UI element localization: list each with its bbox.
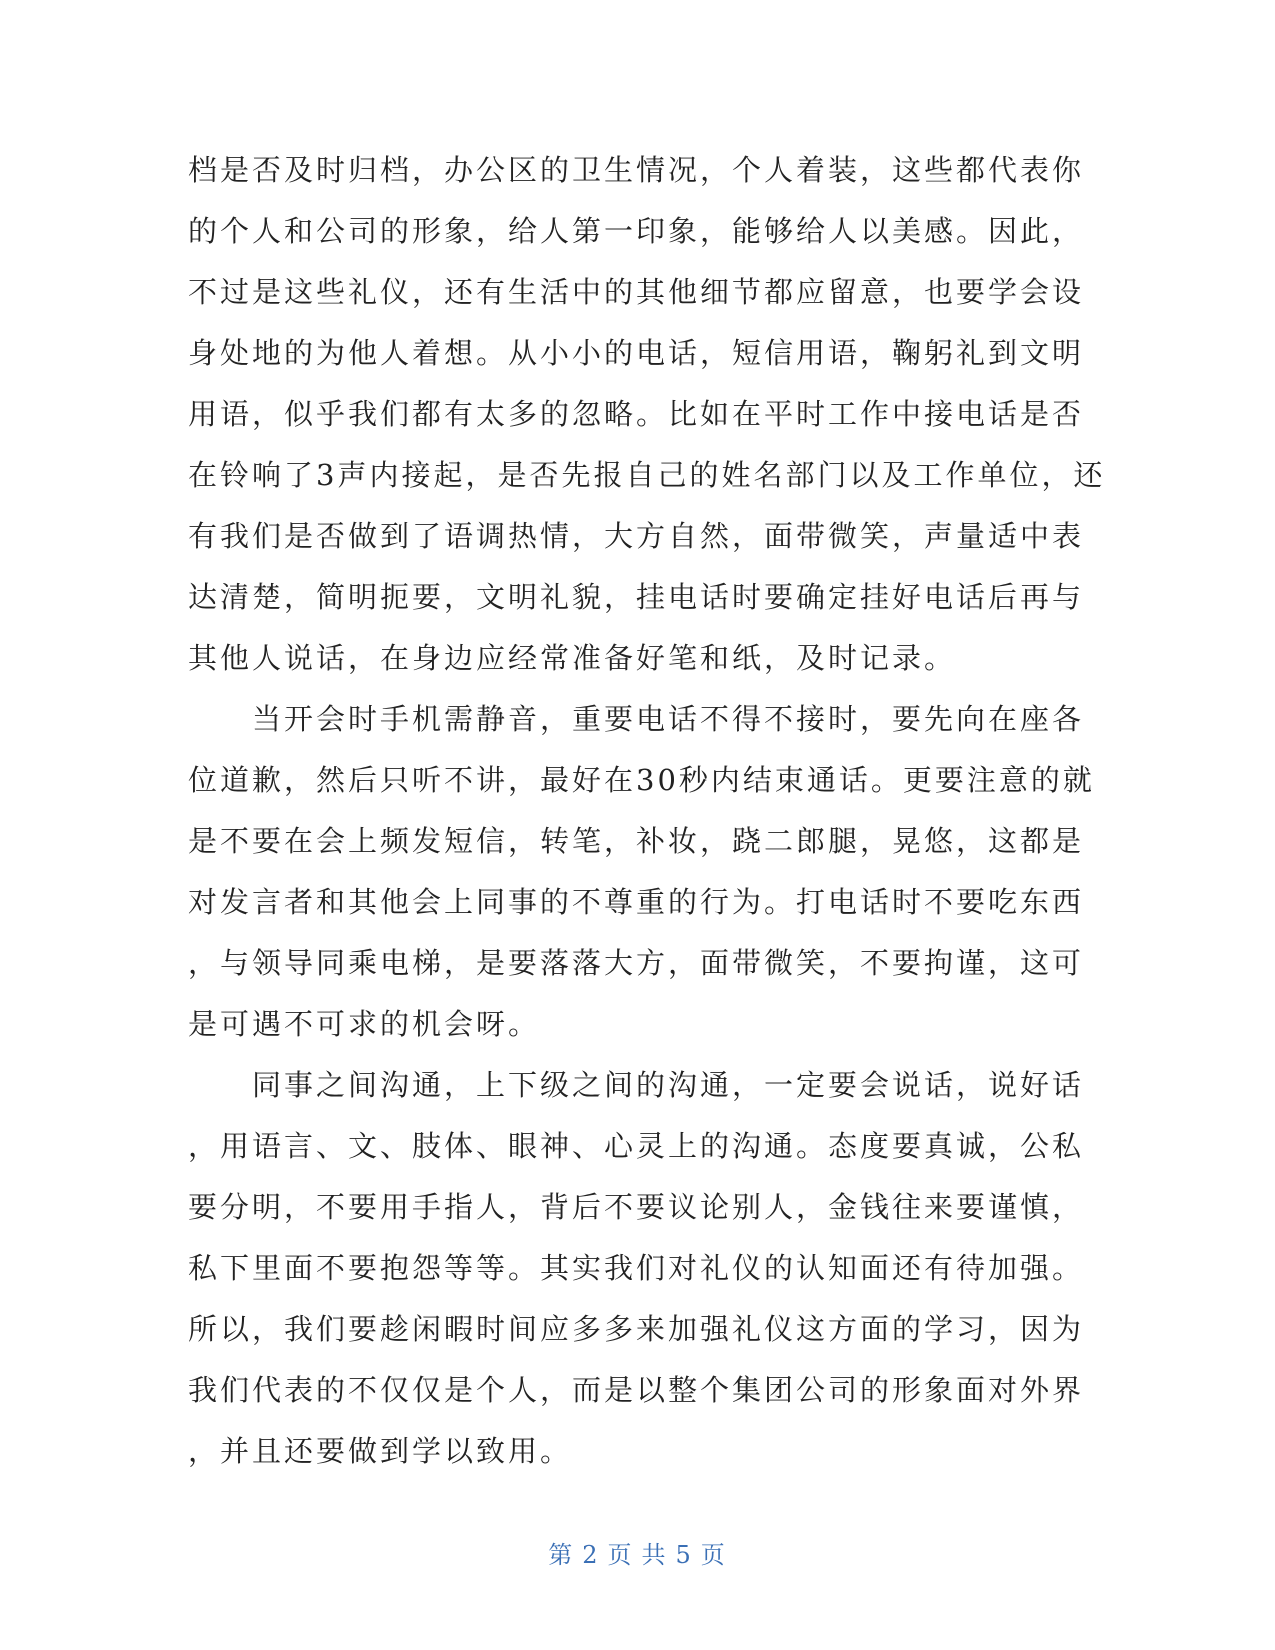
text-line: 对发言者和其他会上同事的不尊重的行为。打电话时不要吃东西: [188, 885, 1085, 919]
text-line: 所以，我们要趁闲暇时间应多多来加强礼仪这方面的学习，因为: [188, 1312, 1085, 1346]
footer-page-word: 页: [607, 1541, 634, 1569]
text-line: 我们代表的不仅仅是个人，而是以整个集团公司的形象面对外界: [188, 1373, 1085, 1407]
page-footer: [0, 1535, 1275, 1570]
text-line: 是可遇不可求的机会呀。: [188, 1007, 541, 1041]
text-line: 达清楚，简明扼要，文明礼貌，挂电话时要确定挂好电话后再与: [188, 580, 1085, 614]
footer-prefix: 第: [548, 1541, 575, 1569]
text-line: 私下里面不要抱怨等等。其实我们对礼仪的认知面还有待加强。: [188, 1251, 1085, 1285]
text-line: ，与领导同乘电梯，是要落落大方，面带微笑，不要拘谨，这可: [188, 946, 1085, 980]
text-line: 档是否及时归档，办公区的卫生情况，个人着装，这些都代表你: [188, 153, 1085, 187]
text-line: ，用语言、文、肢体、眼神、心灵上的沟通。态度要真诚，公私: [188, 1129, 1085, 1163]
text-line: 是不要在会上频发短信，转笔，补妆，跷二郎腿，晃悠，这都是: [188, 824, 1085, 858]
text-line: ，并且还要做到学以致用。: [188, 1434, 573, 1468]
current-page-number: 2: [582, 1541, 600, 1569]
document-body: [188, 140, 1106, 1482]
paragraph-3: [188, 1055, 1085, 1482]
footer-suffix: 页: [700, 1541, 727, 1569]
text-line: 其他人说话，在身边应经常准备好笔和纸，及时记录。: [188, 641, 957, 675]
text-line: 用语，似乎我们都有太多的忽略。比如在平时工作中接电话是否: [188, 397, 1085, 431]
text-line: 位道歉，然后只听不讲，最好在30秒内结束通话。更要注意的就: [188, 763, 1095, 797]
paragraph-2: [188, 689, 1095, 1055]
footer-total-word: 共: [641, 1541, 668, 1569]
text-line: 的个人和公司的形象，给人第一印象，能够给人以美感。因此，: [188, 214, 1085, 248]
text-line: 要分明，不要用手指人，背后不要议论别人，金钱往来要谨慎，: [188, 1190, 1085, 1224]
text-line: 当开会时手机需静音，重要电话不得不接时，要先向在座各: [252, 702, 1085, 736]
text-line: 不过是这些礼仪，还有生活中的其他细节都应留意，也要学会设: [188, 275, 1085, 309]
total-page-number: 5: [675, 1541, 693, 1569]
paragraph-1: [188, 140, 1106, 689]
text-line: 有我们是否做到了语调热情，大方自然，面带微笑，声量适中表: [188, 519, 1085, 553]
text-line: 在铃响了3声内接起，是否先报自己的姓名部门以及工作单位，还: [188, 458, 1106, 492]
text-line: 身处地的为他人着想。从小小的电话，短信用语，鞠躬礼到文明: [188, 336, 1085, 370]
text-line: 同事之间沟通，上下级之间的沟通，一定要会说话，说好话: [252, 1068, 1085, 1102]
